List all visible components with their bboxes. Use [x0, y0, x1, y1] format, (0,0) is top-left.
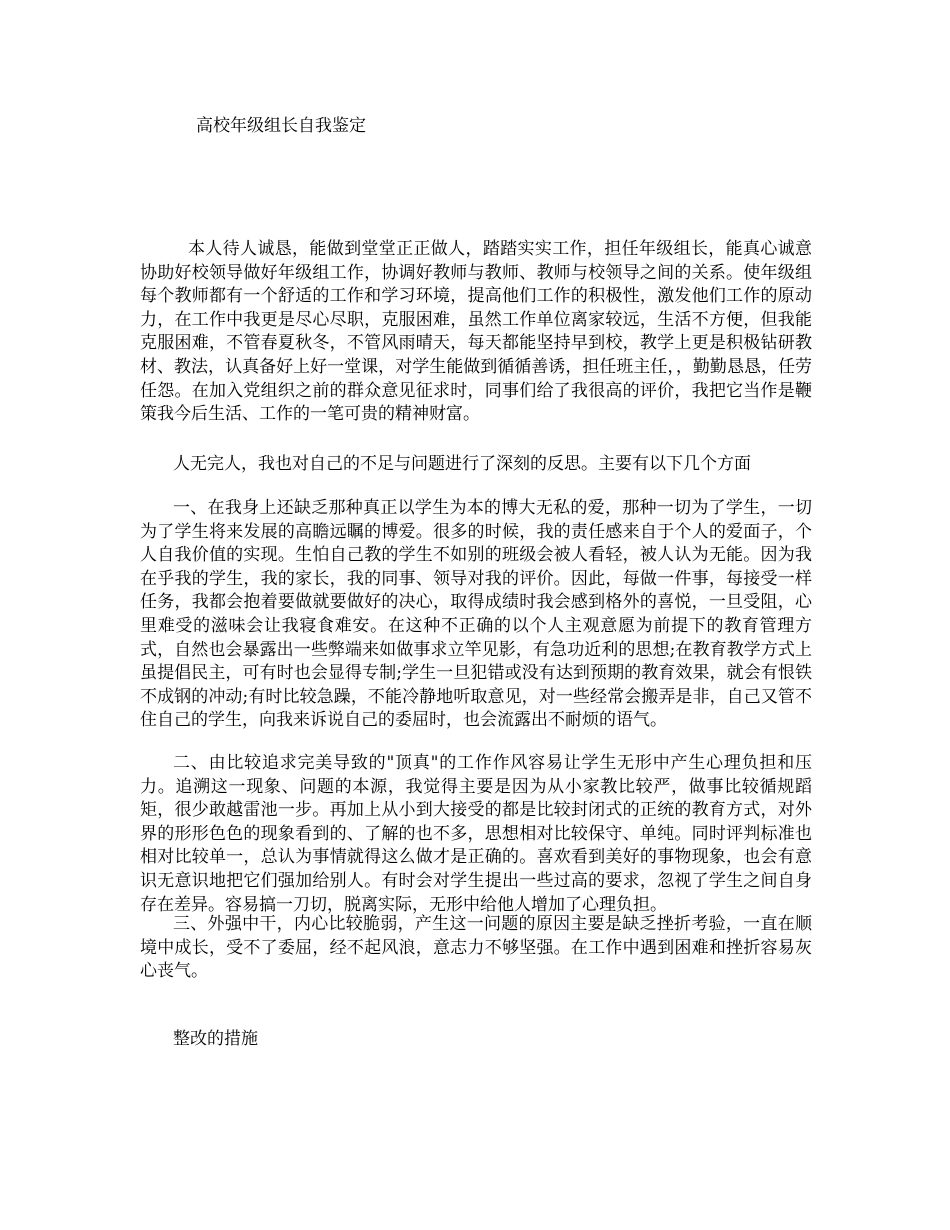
- paragraph-reflection-intro: 人无完人，我也对自己的不足与问题进行了深刻的反思。主要有以下几个方面: [173, 454, 751, 474]
- section-heading-measures: 整改的措施: [173, 1029, 258, 1049]
- paragraph-point-one: 一、在我身上还缺乏那种真正以学生为本的博大无私的爱，那种一切为了学生，一切为了学生将来发展的高瞻远瞩的博爱。很多的时候，我的责任感来自于个人的爱面子，个人自我价值的实现。生怕自己教的学生不如别的班级会被人看轻，被人认为无能。因为我在乎我的学生，我的家长，我的同事、领导对我的评价。因此，每做一件事，每接受一样任务，我都会抱着要做就要做好的决心，取得成绩时我会感到格外的喜悦，一旦受阻，心里难受的滋味会让我寝食难安。在这种不正确的以个人主观意愿为前提下的教育管理方式，自然也会暴露出一些弊端来如做事求立竿见影，有急功近利的思想;在教育教学方式上虽提倡民主，可有时也会显得专制;学生一旦犯错或没有达到预期的教育效果，就会有恨铁不成钢的冲动;有时比较急躁，不能冷静地听取意见，对一些经常会搬弄是非，自己又管不住自己的学生，向我来诉说自己的委屈时，也会流露出不耐烦的语气。: [140, 498, 812, 731]
- document-title: 高校年级组长自我鉴定: [196, 116, 366, 136]
- paragraph-self-assessment: 本人待人诚恳，能做到堂堂正正做人，踏踏实实工作，担任年级组长，能真心诚意协助好校领导做好年级组工作，协调好教师与教师、教师与校领导之间的关系。使年级组每个教师都有一个舒适的工作和学习环境，提高他们工作的积极性，激发他们工作的原动力，在工作中我更是尽心尽职，克服困难，虽然工作单位离家较远，生活不方便，但我能克服困难，不管春夏秋冬，不管风雨晴天，每天都能坚持早到校，教学上更是积极钻研教材、教法，认真备好上好一堂课，对学生能做到循循善诱，担任班主任，，勤勤恳恳，任劳任怨。在加入党组织之前的群众意见征求时，同事们给了我很高的评价，我把它当作是鞭策我今后生活、工作的一笔可贵的精神财富。: [140, 239, 812, 425]
- paragraph-point-two: 二、由比较追求完美导致的"顶真"的工作作风容易让学生无形中产生心理负担和压力。追溯这一现象、问题的本源，我觉得主要是因为从小家教比较严，做事比较循规蹈矩，很少敢越雷池一步。再加上从小到大接受的都是比较封闭式的正统的教育方式，对外界的形形色色的现象看到的、了解的也不多，思想相对比较保守、单纯。同时评判标准也相对比较单一，总认为事情就得这么做才是正确的。喜欢看到美好的事物现象，也会有意识无意识地把它们强加给别人。有时会对学生提出一些过高的要求，忽视了学生之间自身存在差异。容易搞一刀切，脱离实际，无形中给他人增加了心理负担。: [140, 753, 812, 915]
- paragraph-point-three: 三、外强中干，内心比较脆弱，产生这一问题的原因主要是缺乏挫折考验，一直在顺境中成长，受不了委屈，经不起风浪，意志力不够坚强。在工作中遇到困难和挫折容易灰心丧气。: [140, 914, 812, 982]
